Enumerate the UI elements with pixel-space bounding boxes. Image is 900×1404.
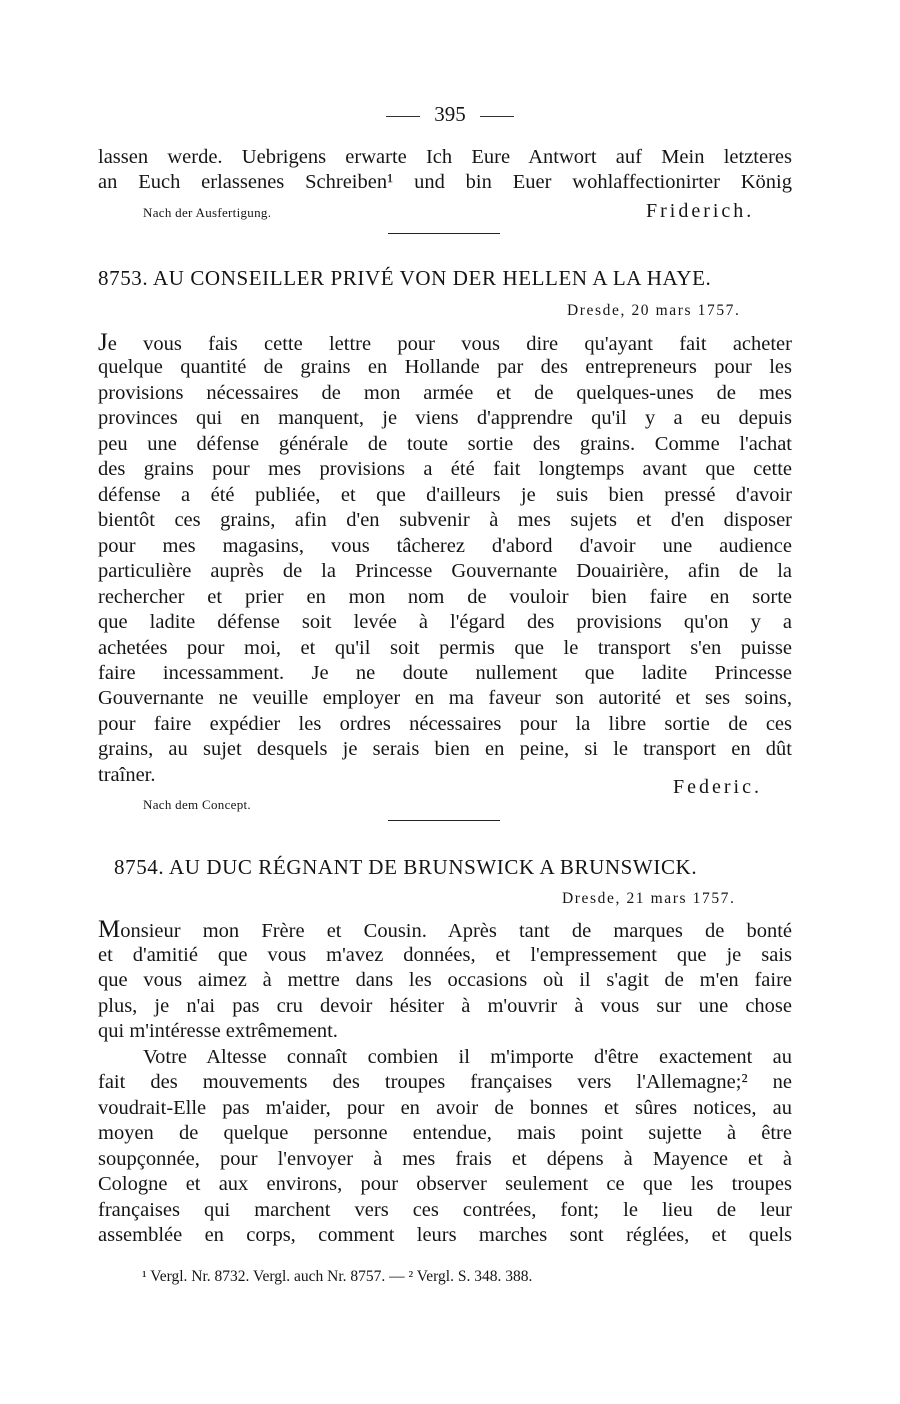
footnotes: ¹ Vergl. Nr. 8732. Vergl. auch Nr. 8757. — ² Vergl. S. 348. 388.: [142, 1268, 533, 1285]
section-divider-2: [388, 820, 500, 821]
page-number-dash-left: [386, 116, 420, 117]
letter1-line-11: rechercher et prier en mon nom de vouloir bien faire en sorte: [98, 586, 792, 608]
letter1-line-1: [98, 330, 792, 357]
letter1-line-7: défense a été publiée, et que d'ailleurs je suis bien pressé d'avoir: [98, 484, 792, 506]
letter1-line-15: Gouvernante ne veuille employer en ma faveur son autorité et ses soins,: [98, 687, 792, 709]
letter1-line-10: particulière auprès de la Princesse Gouvernante Douairière, afin de la: [98, 560, 792, 582]
letter2-line-10: soupçonnée, pour l'envoyer à mes frais et dépens à Mayence et à: [98, 1148, 792, 1170]
letter2-line-12: françaises qui marchent vers ces contrées, font; le lieu de leur: [98, 1199, 792, 1221]
letter2-line-3: que vous aimez à mettre dans les occasions où il s'agit de m'en faire: [98, 969, 792, 991]
letter1-line-12: que ladite défense soit levée à l'égard des provisions qu'on y a: [98, 611, 792, 633]
letter1-line-5: peu une défense générale de toute sortie des grains. Comme l'achat: [98, 433, 792, 455]
letter1-line-8: bientôt ces grains, afin d'en subvenir à mes sujets et d'en disposer: [98, 509, 792, 531]
page-number-text: 395: [434, 102, 466, 126]
intro-line-2: an Euch erlassenes Schreiben¹ und bin Euer wohlaffectionirter König: [98, 171, 792, 193]
letter1-line-4: provinces qui en manquent, je viens d'apprendre qu'il y a eu depuis: [98, 407, 792, 429]
intro-line-1: lassen werde. Uebrigens erwarte Ich Eure Antwort auf Mein letzteres: [98, 146, 792, 168]
letter2-line-1: [98, 917, 792, 944]
letter2-line-11: Cologne et aux environs, pour observer seulement ce que les troupes: [98, 1173, 792, 1195]
letter1-source-note: Nach dem Concept.: [143, 797, 251, 812]
letter2-date: Dresde, 21 mars 1757.: [562, 890, 736, 907]
letter1-line-13: achetées pour moi, et qu'il soit permis que le transport s'en puisse: [98, 637, 792, 659]
letter1-signature: Federic.: [673, 776, 762, 798]
letter2-line-2: et d'amitié que vous m'avez données, et l'empressement que je sais: [98, 944, 792, 966]
letter1-heading: 8753. AU CONSEILLER PRIVÉ VON DER HELLEN A LA HAYE.: [98, 266, 712, 290]
letter1-line-14: faire incessamment. Je ne doute nullement que ladite Princesse: [98, 662, 792, 684]
letter1-line-2: quelque quantité de grains en Hollande par des entrepreneurs pour les: [98, 356, 792, 378]
section-divider-1: [388, 233, 500, 234]
letter1-initial: J: [98, 329, 108, 356]
letter1-line-9: pour mes magasins, vous tâcherez d'abord d'avoir une audience: [98, 535, 792, 557]
letter1-date: Dresde, 20 mars 1757.: [567, 302, 741, 319]
letter1-line-17: grains, au sujet desquels je serais bien en peine, si le transport en dût: [98, 738, 792, 760]
letter2-heading: 8754. AU DUC RÉGNANT DE BRUNSWICK A BRUNSWICK.: [114, 855, 698, 879]
intro-signature: Friderich.: [646, 200, 755, 222]
letter2-initial: M: [98, 916, 121, 943]
page-number-dash-right: [480, 116, 514, 117]
letter2-line-13: assemblée en corps, comment leurs marches sont réglées, et quels: [98, 1224, 792, 1246]
letter2-line-7: fait des mouvements des troupes françaises vers l'Allemagne;² ne: [98, 1071, 792, 1093]
letter2-line-6: Votre Altesse connaît combien il m'importe d'être exactement au: [143, 1046, 792, 1068]
letter1-line-18: traîner.: [98, 764, 156, 786]
page-number: [0, 100, 900, 128]
letter1-line-6: des grains pour mes provisions a été fait longtemps avant que cette: [98, 458, 792, 480]
letter1-line-1-rest: e vous fais cette lettre pour vous dire qu'ayant fait acheter: [107, 333, 792, 355]
letter1-line-3: provisions nécessaires de mon armée et de quelques-unes de mes: [98, 382, 792, 404]
letter2-line-9: moyen de quelque personne entendue, mais point sujette à être: [98, 1122, 792, 1144]
letter2-line-1-rest: onsieur mon Frère et Cousin. Après tant de marques de bonté: [120, 920, 792, 942]
letter2-line-4: plus, je n'ai pas cru devoir hésiter à m'ouvrir à vous sur une chose: [98, 995, 792, 1017]
letter2-line-5: qui m'intéresse extrêmement.: [98, 1020, 338, 1042]
intro-source-note: Nach der Ausfertigung.: [143, 205, 272, 220]
letter1-line-16: pour faire expédier les ordres nécessaires pour la libre sortie de ces: [98, 713, 792, 735]
letter2-line-8: voudrait-Elle pas m'aider, pour en avoir de bonnes et sûres notices, au: [98, 1097, 792, 1119]
